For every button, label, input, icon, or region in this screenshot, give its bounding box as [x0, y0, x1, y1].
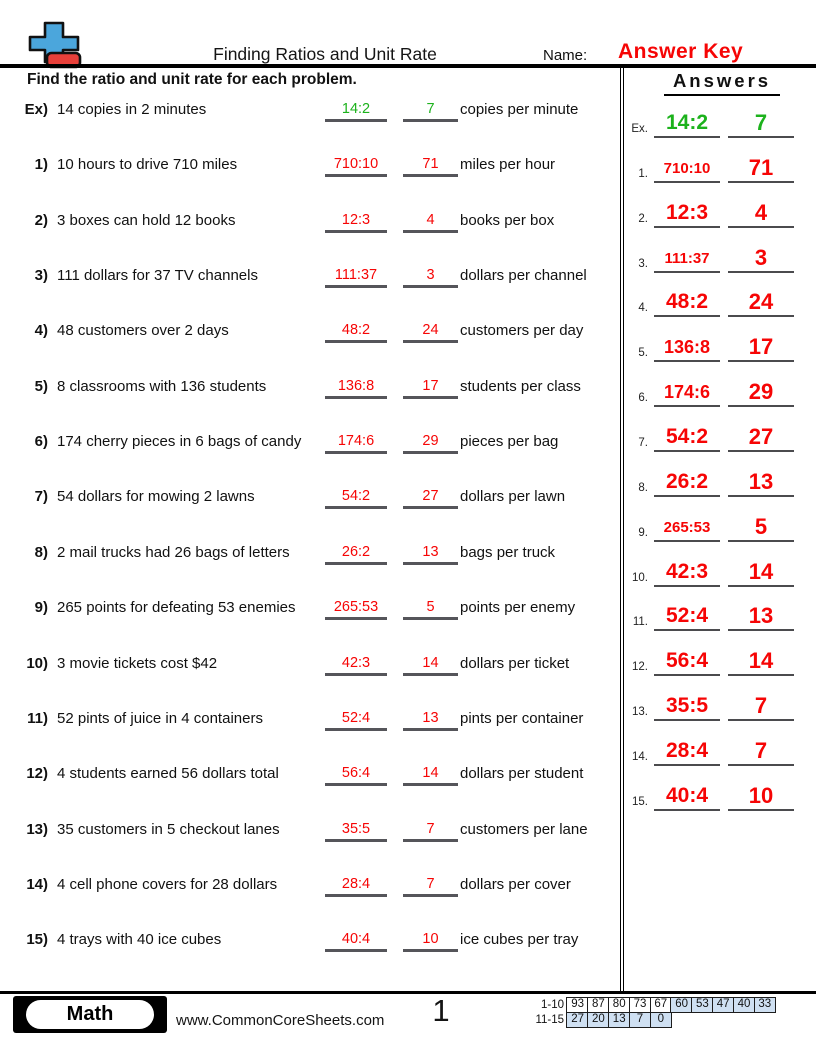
- answer-rate-value: 7: [754, 693, 768, 719]
- ratio-answer: 12:3: [341, 211, 371, 228]
- unit-label: copies per minute: [460, 101, 579, 118]
- problem-text: 4 cell phone covers for 28 dollars: [57, 875, 278, 893]
- ratio-answer: 48:2: [341, 322, 371, 339]
- answer-row: [0, 184, 816, 228]
- rate-answer: 17: [422, 377, 439, 394]
- rate-answer: 14: [422, 765, 439, 782]
- unit-label: miles per hour: [460, 156, 556, 174]
- ratio-answer: 111:37: [334, 267, 378, 284]
- answer-number: 9.: [638, 526, 648, 539]
- score-cell: 73: [629, 997, 651, 1014]
- answer-ratio-blank: [654, 248, 720, 273]
- problem-number: 9): [34, 599, 48, 617]
- rate-answer: 10: [422, 931, 439, 948]
- answer-ratio-blank: [654, 604, 720, 631]
- problem-number: Ex): [24, 101, 48, 118]
- problem-text: 2 mail trucks had 26 bags of letters: [57, 543, 290, 561]
- ratio-blank: [325, 930, 387, 952]
- unit-label: dollars per lawn: [460, 488, 566, 506]
- score-cell: 67: [650, 997, 672, 1014]
- answer-ratio-value: 174:6: [663, 382, 711, 403]
- score-cell: 20: [587, 1012, 609, 1029]
- math-brand-badge: [13, 996, 167, 1033]
- answer-ratio-value: 710:10: [663, 159, 711, 177]
- answer-row: [0, 587, 816, 631]
- answer-number: 2.: [638, 212, 648, 225]
- unit-label: pints per container: [460, 709, 584, 727]
- problem-number: 3): [34, 267, 48, 285]
- ratio-blank: [325, 820, 387, 842]
- rate-answer: 5: [426, 599, 435, 616]
- problem-number: 4): [34, 322, 48, 340]
- score-cell: 40: [733, 997, 755, 1014]
- answer-ratio-value: 54:2: [665, 424, 709, 448]
- answer-ratio-value: 52:4: [665, 604, 709, 628]
- problem-number: 12): [26, 765, 48, 783]
- answer-number: 5.: [638, 347, 648, 360]
- unit-label: customers per day: [460, 322, 584, 340]
- rate-answer: 27: [422, 488, 439, 505]
- problem-row: [0, 812, 620, 842]
- answer-ratio-value: 26:2: [665, 469, 709, 493]
- problem-text: 48 customers over 2 days: [57, 322, 229, 340]
- ratio-answer: 14:2: [341, 101, 371, 117]
- answer-row: [0, 229, 816, 273]
- score-cell: 13: [608, 1012, 630, 1029]
- problem-text: 54 dollars for mowing 2 lawns: [57, 488, 255, 506]
- score-cell: 87: [587, 997, 609, 1014]
- name-label: Name:: [543, 47, 588, 64]
- answer-ratio-blank: [654, 381, 720, 407]
- answer-rate-blank: [728, 783, 794, 811]
- answer-ratio-value: 56:4: [665, 649, 709, 673]
- answer-row: [0, 767, 816, 811]
- answer-row: [0, 273, 816, 317]
- answer-ratio-blank: [654, 158, 720, 183]
- score-row-label: 11-15: [535, 1013, 564, 1026]
- answer-number: 15.: [632, 795, 648, 808]
- problem-text: 14 copies in 2 minutes: [57, 101, 207, 118]
- ratio-answer: 265:53: [333, 599, 379, 616]
- answer-number: 14.: [632, 750, 648, 763]
- answer-ratio-blank: [654, 290, 720, 317]
- rate-answer: 29: [422, 433, 439, 450]
- answer-row: [0, 139, 816, 183]
- answer-rate-blank: [728, 289, 794, 317]
- rate-answer: 14: [422, 654, 439, 671]
- answer-ratio-blank: [654, 201, 720, 228]
- problem-number: 11): [27, 709, 48, 727]
- problem-text: 3 movie tickets cost $42: [57, 654, 218, 672]
- answer-rate-value: 10: [748, 782, 774, 808]
- answer-ratio-value: 12:3: [665, 200, 709, 224]
- answer-ratio-blank: [654, 111, 720, 138]
- ratio-answer: 52:4: [341, 709, 371, 726]
- rate-answer: 13: [422, 543, 439, 560]
- answer-rate-blank: [728, 603, 794, 631]
- score-row: [528, 1012, 672, 1029]
- answer-ratio-value: 14:2: [665, 111, 709, 134]
- problem-text: 111 dollars for 37 TV channels: [57, 267, 258, 285]
- unit-label: points per enemy: [460, 599, 576, 617]
- answer-ratio-value: 136:8: [663, 337, 711, 358]
- problem-text: 174 cherry pieces in 6 bags of candy: [57, 433, 302, 451]
- unit-label: dollars per student: [460, 765, 584, 783]
- problem-number: 8): [34, 543, 48, 561]
- unit-label: dollars per channel: [460, 267, 587, 285]
- answer-rate-blank: [728, 424, 794, 452]
- answer-number: 12.: [632, 661, 648, 674]
- answer-number: 8.: [638, 481, 648, 494]
- answer-ratio-value: 40:4: [665, 783, 709, 807]
- answer-row: [0, 408, 816, 452]
- ratio-answer: 28:4: [341, 875, 371, 892]
- unit-label: dollars per cover: [460, 875, 571, 893]
- answers-heading: Answers: [664, 70, 780, 96]
- answer-ratio-blank: [654, 517, 720, 542]
- answer-rate-blank: [728, 200, 794, 228]
- rate-answer: 7: [426, 820, 435, 837]
- answer-ratio-blank: [654, 739, 720, 766]
- ratio-blank: [325, 875, 387, 897]
- page-title: Finding Ratios and Unit Rate: [213, 44, 437, 64]
- rate-answer: 7: [426, 875, 435, 892]
- answer-ratio-blank: [654, 470, 720, 497]
- answer-ratio-value: 265:53: [663, 518, 711, 536]
- answer-rate-value: 24: [748, 289, 774, 315]
- problem-text: 10 hours to drive 710 miles: [57, 156, 238, 174]
- score-cell: 93: [566, 997, 588, 1014]
- ratio-answer: 56:4: [341, 765, 371, 782]
- answer-rate-blank: [728, 379, 794, 407]
- plus-minus-icon: [27, 21, 83, 69]
- answer-rate-blank: [728, 738, 794, 766]
- answer-ratio-value: 48:2: [665, 290, 709, 314]
- problem-number: 7): [34, 488, 48, 506]
- answer-ratio-blank: [654, 784, 720, 811]
- answer-row: [0, 453, 816, 497]
- ratio-answer: 40:4: [341, 931, 371, 948]
- answer-row: [0, 722, 816, 766]
- problem-text: 4 students earned 56 dollars total: [57, 765, 279, 783]
- problem-text: 3 boxes can hold 12 books: [57, 211, 236, 229]
- answer-ratio-blank: [654, 560, 720, 587]
- problem-row: [0, 922, 620, 952]
- page-number: 1: [432, 993, 450, 1028]
- answer-rate-blank: [728, 559, 794, 587]
- rate-blank: [403, 930, 458, 952]
- answer-row: [0, 498, 816, 542]
- answer-rate-blank: [728, 648, 794, 676]
- answer-ratio-blank: [654, 425, 720, 452]
- rate-answer: 4: [426, 211, 435, 228]
- rate-blank: [403, 875, 458, 897]
- answer-rate-value: 27: [748, 423, 774, 449]
- answer-ratio-blank: [654, 694, 720, 721]
- problem-number: 15): [26, 931, 48, 949]
- ratio-answer: 42:3: [341, 654, 371, 671]
- answer-rate-blank: [728, 155, 794, 183]
- problem-text: 52 pints of juice in 4 containers: [57, 709, 263, 727]
- answer-row: [0, 632, 816, 676]
- answer-ratio-value: 111:37: [664, 249, 710, 267]
- answer-number: Ex.: [631, 123, 648, 135]
- score-cell: 53: [691, 997, 713, 1014]
- score-cell: 27: [566, 1012, 588, 1029]
- problem-number: 13): [26, 820, 48, 838]
- answer-key-text: Answer Key: [618, 40, 744, 63]
- answer-rate-blank: [728, 693, 794, 721]
- ratio-answer: 26:2: [341, 543, 371, 560]
- answer-rate-blank: [728, 110, 794, 138]
- ratio-answer: 174:6: [337, 433, 375, 450]
- rate-answer: 13: [422, 709, 439, 726]
- rate-answer: 71: [422, 156, 439, 173]
- answer-number: 3.: [638, 257, 648, 270]
- answer-number: 7.: [638, 436, 648, 449]
- rate-answer: 24: [422, 322, 439, 339]
- answer-row: [0, 318, 816, 362]
- problem-number: 2): [34, 211, 48, 229]
- unit-label: dollars per ticket: [460, 654, 570, 672]
- answer-rate-blank: [728, 514, 794, 542]
- answer-ratio-value: 42:3: [665, 559, 709, 583]
- answer-row: [0, 677, 816, 721]
- unit-label: ice cubes per tray: [460, 931, 579, 949]
- problem-number: 1): [34, 156, 48, 174]
- score-cell: 33: [754, 997, 776, 1014]
- answer-rate-value: 4: [754, 199, 768, 225]
- answer-rate-value: 7: [754, 737, 768, 763]
- rate-answer: 7: [426, 101, 435, 117]
- answer-rate-value: 13: [748, 468, 774, 494]
- answer-row: [0, 543, 816, 587]
- answer-rate-blank: [728, 245, 794, 273]
- answer-number: 4.: [638, 302, 648, 315]
- score-cell: 7: [629, 1012, 651, 1029]
- math-brand-label: Math: [26, 1000, 154, 1029]
- score-cell: 47: [712, 997, 734, 1014]
- score-cell: 80: [608, 997, 630, 1014]
- answer-rate-value: 14: [748, 648, 774, 674]
- rate-blank: [403, 820, 458, 842]
- unit-label: students per class: [460, 377, 581, 395]
- answer-row: [0, 363, 816, 407]
- answer-ratio-value: 28:4: [665, 738, 709, 762]
- unit-label: books per box: [460, 211, 555, 229]
- problem-number: 14): [26, 875, 48, 893]
- ratio-answer: 710:10: [333, 156, 379, 173]
- instruction-text: Find the ratio and unit rate for each problem.: [27, 71, 357, 88]
- answer-number: 13.: [632, 706, 648, 719]
- problem-text: 8 classrooms with 136 students: [57, 377, 267, 395]
- answer-number: 10.: [632, 571, 648, 584]
- answer-number: 11.: [632, 616, 648, 629]
- answer-ratio-blank: [654, 336, 720, 362]
- problem-text: 35 customers in 5 checkout lanes: [57, 820, 280, 838]
- footer-rule: [0, 991, 816, 994]
- unit-label: bags per truck: [460, 543, 556, 561]
- answer-rate-value: 3: [754, 244, 768, 270]
- answer-rate-value: 17: [748, 334, 774, 360]
- ratio-answer: 136:8: [337, 377, 375, 394]
- unit-label: customers per lane: [460, 820, 588, 838]
- answer-rate-value: 13: [748, 603, 774, 629]
- answer-number: 6.: [638, 392, 648, 405]
- answer-rate-value: 14: [748, 558, 774, 584]
- answer-rate-value: 29: [748, 379, 774, 405]
- problem-text: 4 trays with 40 ice cubes: [57, 931, 222, 949]
- problem-text: 265 points for defeating 53 enemies: [57, 599, 296, 617]
- answer-ratio-value: 35:5: [665, 694, 709, 718]
- answer-row: [0, 94, 816, 138]
- problem-number: 10): [26, 654, 48, 672]
- site-url: www.CommonCoreSheets.com: [176, 1012, 385, 1029]
- score-cell: 0: [650, 1012, 672, 1029]
- answer-rate-blank: [728, 334, 794, 362]
- answer-rate-value: 7: [754, 110, 768, 135]
- problem-number: 6): [34, 433, 48, 451]
- ratio-answer: 35:5: [341, 820, 371, 837]
- score-cell: 60: [670, 997, 692, 1014]
- answer-number: 1.: [638, 167, 648, 180]
- unit-label: pieces per bag: [460, 433, 559, 451]
- answer-rate-blank: [728, 469, 794, 497]
- problem-row: [0, 867, 620, 897]
- answer-rate-value: 71: [748, 154, 774, 180]
- header-rule: [0, 64, 816, 68]
- score-row-label: 1-10: [540, 998, 564, 1011]
- rate-answer: 3: [426, 267, 435, 284]
- answer-rate-value: 5: [754, 513, 768, 539]
- ratio-answer: 54:2: [341, 488, 371, 505]
- answer-ratio-blank: [654, 649, 720, 676]
- problem-number: 5): [34, 377, 48, 395]
